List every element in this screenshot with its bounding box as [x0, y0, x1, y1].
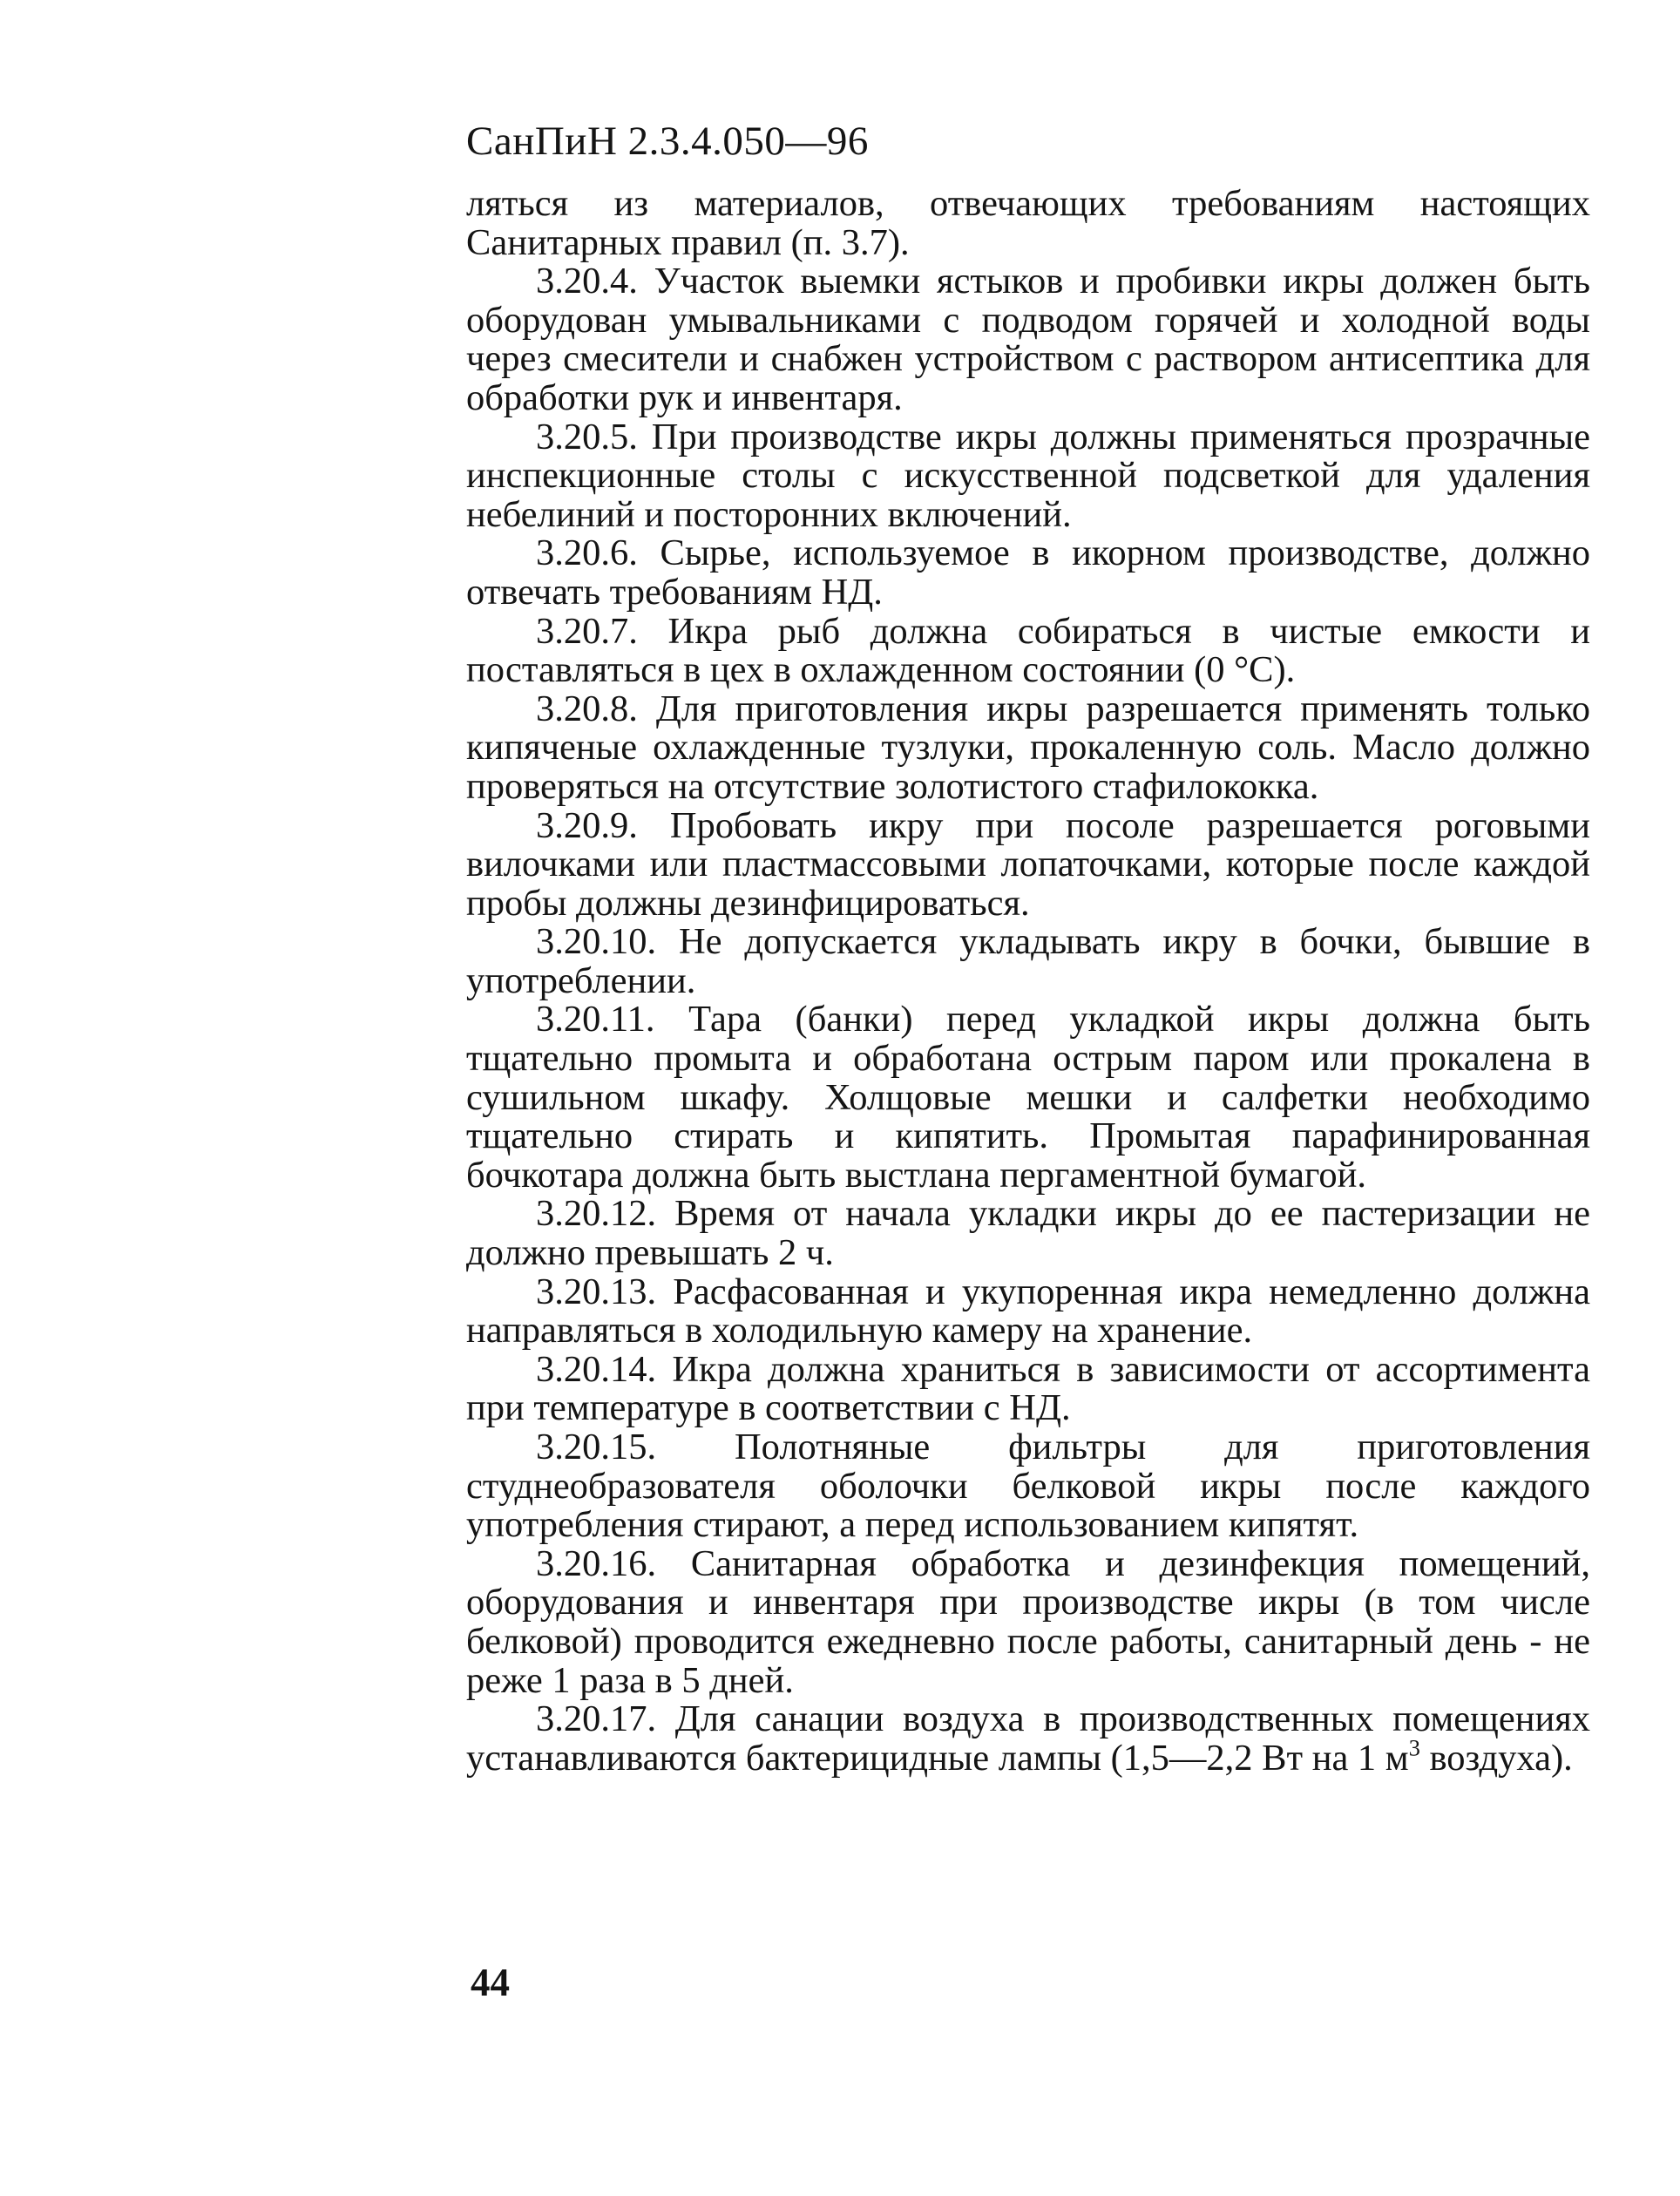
- paragraph-3-20-14: 3.20.14. Икра должна храниться в зависимости от ассортимента при температуре в соответствии с НД.: [466, 1348, 1590, 1429]
- paragraph-3-20-10: 3.20.10. Не допускается укладывать икру в бочки, бывшие в употреблении.: [466, 921, 1590, 1001]
- paragraph-3-20-16: 3.20.16. Санитарная обработка и дезинфекция помещений, оборудования и инвентаря при производстве икры (в том числе белковой) проводится ежедневно после работы, санитарный день - не реже 1 раза в 5 дней.: [466, 1542, 1590, 1701]
- page-number: 44: [471, 1961, 510, 2004]
- paragraph-3-20-8: 3.20.8. Для приготовления икры разрешается применять только кипяченые охлажденные тузлуки, прокаленную соль. Масло должно проверяться на отсутствие золотистого стафилококка.: [466, 688, 1590, 807]
- paragraph-3-20-9: 3.20.9. Пробовать икру при посоле разрешается роговыми вилочками или пластмассовыми лопаточками, которые после каждой пробы должны дезинфицироваться.: [466, 804, 1590, 924]
- paragraph-3-20-12: 3.20.12. Время от начала укладки икры до ее пастеризации не должно превышать 2 ч.: [466, 1193, 1590, 1274]
- body-text: [466, 185, 1590, 1778]
- paragraph-3-20-11: 3.20.11. Тара (банки) перед укладкой икры должна быть тщательно промыта и обработана острым паром или прокалена в сушильном шкафу. Холщовые мешки и салфетки необходимо тщательно стирать и кипятить. Промытая парафинированная бочкотара должна быть выстлана пергаментной бумагой.: [466, 999, 1590, 1196]
- paragraph-3-20-7: 3.20.7. Икра рыб должна собираться в чистые емкости и поставляться в цех в охлажденном состоянии (0 °С).: [466, 610, 1590, 691]
- running-header: СанПиН 2.3.4.050—96: [466, 119, 869, 164]
- paragraph-3-20-5: 3.20.5. При производстве икры должны применяться прозрачные инспекционные столы с искусственной подсветкой для удаления небелиний и посторонних включений.: [466, 416, 1590, 535]
- paragraph-3-20-15: 3.20.15. Полотняные фильтры для приготовления студнеобразователя оболочки белковой икры после каждого употребления стирают, а перед использованием кипятят.: [466, 1427, 1590, 1546]
- paragraph-3-20-6: 3.20.6. Сырье, используемое в икорном производстве, должно отвечать требованиям НД.: [466, 532, 1590, 613]
- paragraph-continuation: ляться из материалов, отвечающих требованиям настоящих Санитарных правил (п. 3.7).: [466, 183, 1590, 263]
- paragraph-3-20-4: 3.20.4. Участок выемки ястыков и пробивки икры должен быть оборудован умывальниками с подводом горячей и холодной воды через смесители и снабжен устройством с раствором антисептика для обработки рук и инвентаря.: [466, 261, 1590, 418]
- paragraph-3-20-13: 3.20.13. Расфасованная и укупоренная икра немедленно должна направляться в холодильную камеру на хранение.: [466, 1271, 1590, 1352]
- paragraph-3-20-17-text: 3.20.17. Для санации воздуха в производственных помещениях устанавливаются бактерицидные лампы (1,5—2,2 Вт на 1 м: [466, 1698, 1590, 1779]
- paragraph-3-20-17-tail: воздуха).: [1419, 1737, 1573, 1779]
- paragraph-3-20-17: [466, 1700, 1590, 1778]
- cubic-superscript: 3: [1408, 1735, 1420, 1761]
